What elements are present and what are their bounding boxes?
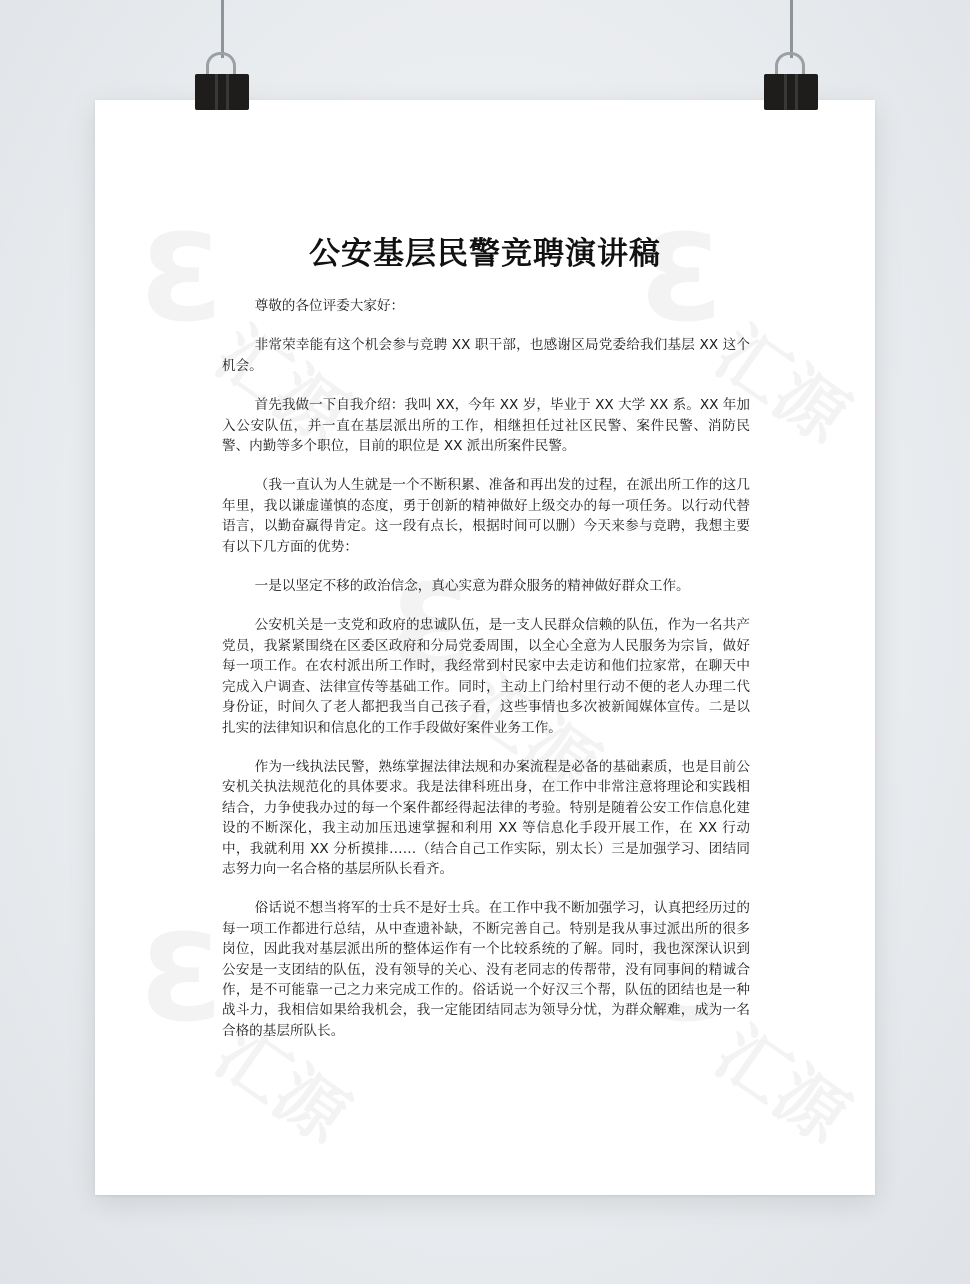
hanging-wire-right xyxy=(790,0,793,58)
binder-clip-left-icon xyxy=(195,52,249,110)
hanging-wire-left xyxy=(221,0,224,58)
document-title: 公安基层民警竞聘演讲稿 xyxy=(309,236,661,272)
body-paragraph: 俗话说不想当将军的士兵不是好士兵。在工作中我不断加强学习，认真把经历过的每一项工作都进行总结，从中查遗补缺，不断完善自己。特别是我从事过派出所的很多岗位，因此我对基层派出所的整体运作有一个比较系统的了解。同时，我也深深认识到公安是一支团结的队伍，没有领导的关心、没有老同志的传帮带，没有同事间的精诚合作，是不可能靠一己之力来完成工作的。俗话说一个好汉三个帮，队伍的团结也是一种战斗力，我相信如果给我机会，我一定能团结同志为领导分忧，为群众解难，成为一名合格的基层所队长。 xyxy=(222,900,750,1039)
body-paragraph: 作为一线执法民警，熟练掌握法律法规和办案流程是必备的基础素质，也是目前公安机关执法规范化的具体要求。我是法律科班出身，在工作中非常注意将理论和实践相结合，力争使我办过的每一个案件都经得起法律的考验。特别是随着公安工作信息化建设的不断深化，我主动加压迅速掌握和利用 XX 等信息化手段开展工作，在 XX 行动中，我就利用 XX 分析摸排……（结合自己工作实际，别太长）三是加强学习、团结同志努力向一名合格的基层所队长看齐。 xyxy=(222,758,750,877)
document-body xyxy=(222,296,750,1060)
body-paragraph: （我一直认为人生就是一个不断积累、准备和再出发的过程，在派出所工作的这几年里，我以谦虚谨慎的态度，勇于创新的精神做好上级交办的每一项任务。以行动代替语言，以勤奋赢得肯定。这一段有点长，根据时间可以删）今天来参与竞聘，我想主要有以下几方面的优势： xyxy=(222,477,750,555)
body-paragraph: 非常荣幸能有这个机会参与竞聘 XX 职干部，也感谢区局党委给我们基层 XX 这个机会。 xyxy=(222,337,750,374)
body-paragraph: 公安机关是一支党和政府的忠诚队伍，是一支人民群众信赖的队伍，作为一名共产党员，我紧紧围绕在区委区政府和分局党委周围，以全心全意为人民服务为宗旨，做好每一项工作。在农村派出所工作时，我经常到村民家中去走访和他们拉家常，在聊天中完成入户调查、法律宣传等基础工作。同时，主动上门给村里行动不便的老人办理二代身份证，时间久了老人都把我当自己孩子看，这些事情也多次被新闻媒体宣传。二是以扎实的法律知识和信息化的工作手段做好案件业务工作。 xyxy=(222,617,750,736)
body-paragraph: 一是以坚定不移的政治信念，真心实意为群众服务的精神做好群众工作。 xyxy=(254,578,690,595)
greeting-paragraph: 尊敬的各位评委大家好： xyxy=(254,298,405,314)
binder-clip-right-icon xyxy=(764,52,818,110)
body-paragraph: 首先我做一下自我介绍：我叫 XX，今年 XX 岁，毕业于 XX 大学 XX 系。XX 年加入公安队伍，并一直在基层派出所的工作，相继担任过社区民警、案件民警、消防民警、内勤等多个职位，目前的职位是 XX 派出所案件民警。 xyxy=(222,397,750,455)
